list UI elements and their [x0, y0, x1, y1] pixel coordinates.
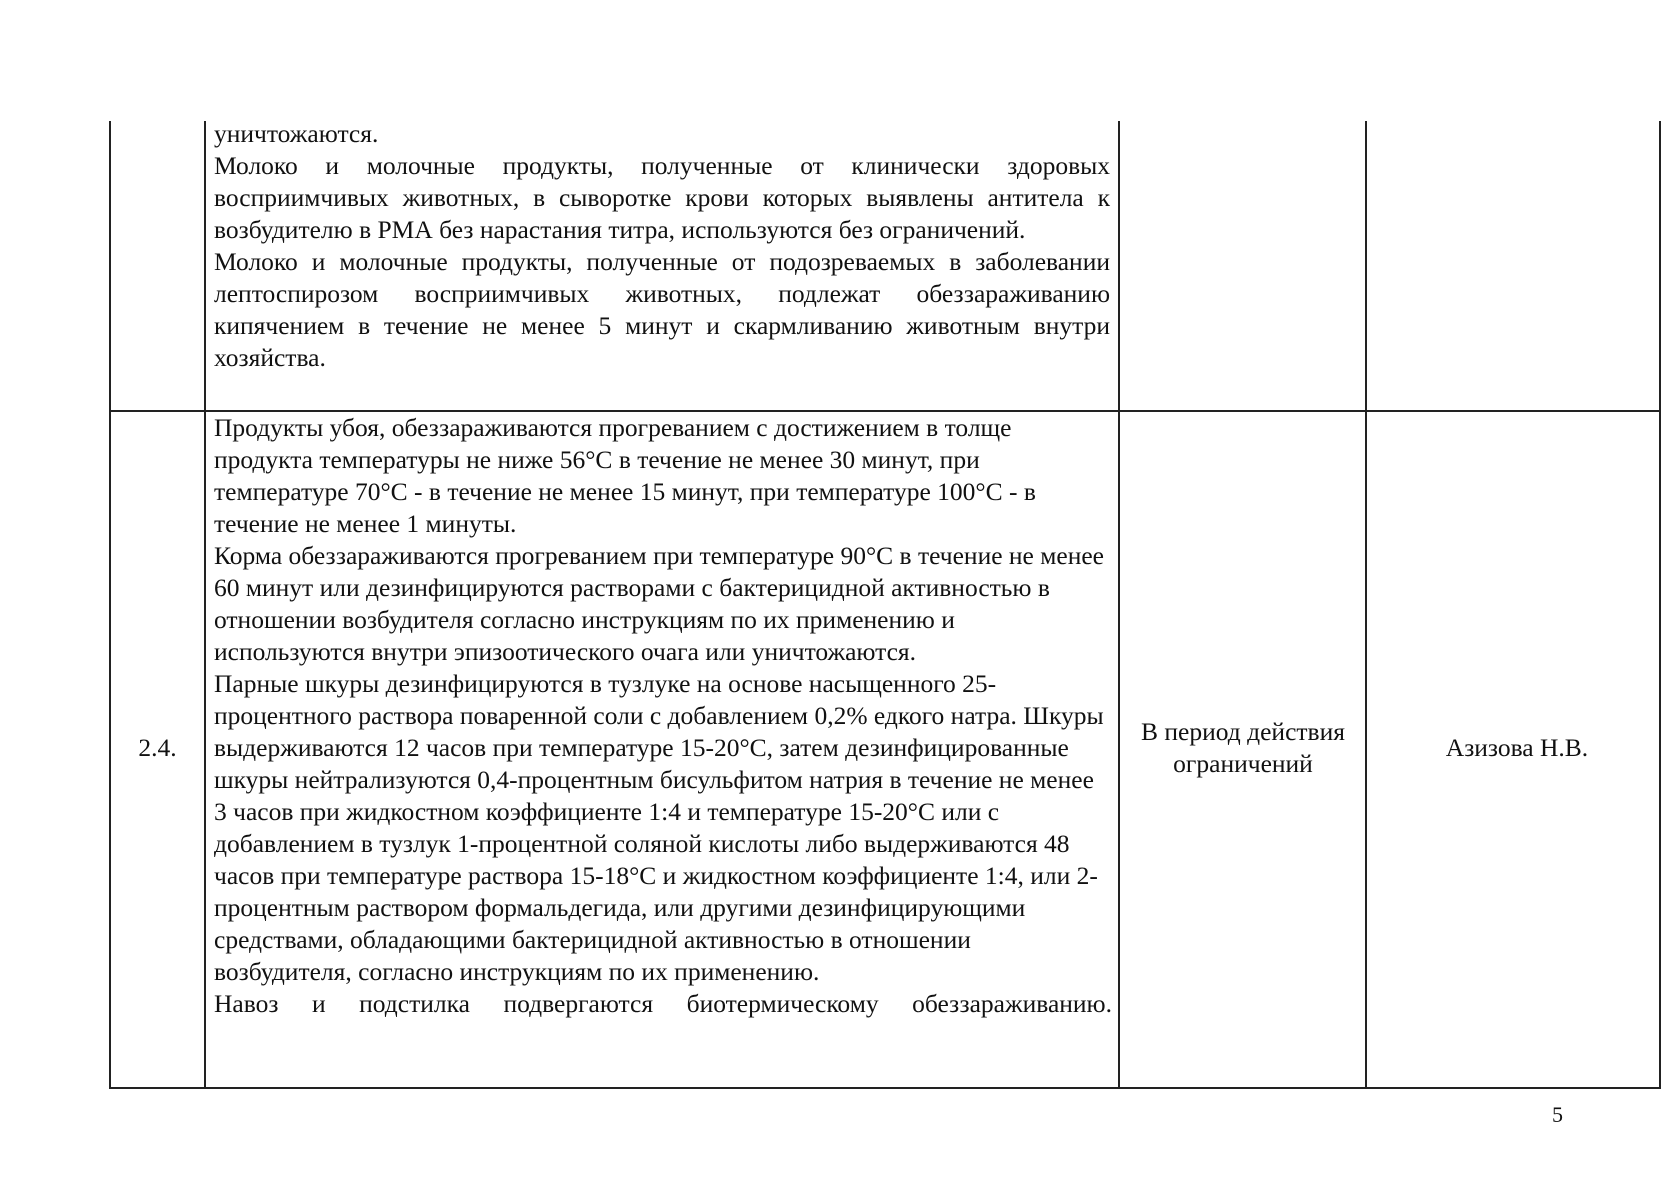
table-border-left — [109, 121, 111, 1089]
column-divider-2 — [1118, 121, 1120, 1089]
paragraph: Парные шкуры дезинфицируются в тузлуке на основе насыщенного 25-процентного раствора поваренной соли с добавлением 0,2% едкого натра. Шкуры выдерживаются 12 часов при температуре 15-20°С, затем дезинфицированные шкуры нейтрализуются 0,4-процентным бисульфитом натрия в течение не менее 3 часов при жидкостном коэффициенте 1:4 и температуре 15-20°С или с добавлением в тузлук 1-процентной соляной кислоты либо выдерживаются 48 часов при температуре раствора 15-18°С и жидкостном коэффициенте 1:4, или 2-процентным раствором формальдегида, или другими дезинфицирующими средствами, обладающими бактерицидной активностью в отношении возбудителя, согласно инструкциям по их применению. — [214, 669, 1104, 986]
row-number: 2.4. — [138, 733, 177, 762]
paragraph: уничтожаются. — [214, 119, 379, 148]
period-cell: В период действия ограничений — [1141, 717, 1345, 778]
measures-table — [109, 121, 1661, 1089]
paragraph: Навоз и подстилка подвергаются биотермическому обеззараживанию. — [214, 989, 1112, 1018]
row-2-4-text-cell — [214, 412, 1112, 1020]
column-divider-1 — [204, 121, 206, 1089]
paragraph: Корма обеззараживаются прогреванием при температуре 90°С в течение не менее 60 минут или дезинфицируются растворами с бактерицидной активностью в отношении возбудителя согласно инструкциям по их применению и используются внутри эпизоотического очага или уничтожаются. — [214, 541, 1104, 666]
column-divider-3 — [1365, 121, 1367, 1089]
page-number: 5 — [1552, 1102, 1563, 1127]
paragraph: Молоко и молочные продукты, полученные от клинически здоровых восприимчивых животных, в сыворотке крови которых выявлены антитела к возбудителю в РМА без нарастания титра, используются без ограничений. — [214, 151, 1110, 244]
table-border-right — [1659, 121, 1661, 1089]
paragraph: Молоко и молочные продукты, полученные от подозреваемых в заболевании лептоспирозом восприимчивых животных, подлежат обеззараживанию кипячением в течение не менее 5 минут и скармливанию животным внутри хозяйства. — [214, 247, 1110, 372]
table-border-bottom — [109, 1087, 1661, 1089]
paragraph: Продукты убоя, обеззараживаются прогреванием с достижением в толще продукта температуры не ниже 56°С в течение не менее 30 минут, при температуре 70°С - в течение не менее 15 минут, при температуре 100°С - в течение не менее 1 минуты. — [214, 413, 1036, 538]
top-row-text-cell — [214, 118, 1110, 374]
responsible-cell: Азизова Н.В. — [1445, 733, 1589, 762]
